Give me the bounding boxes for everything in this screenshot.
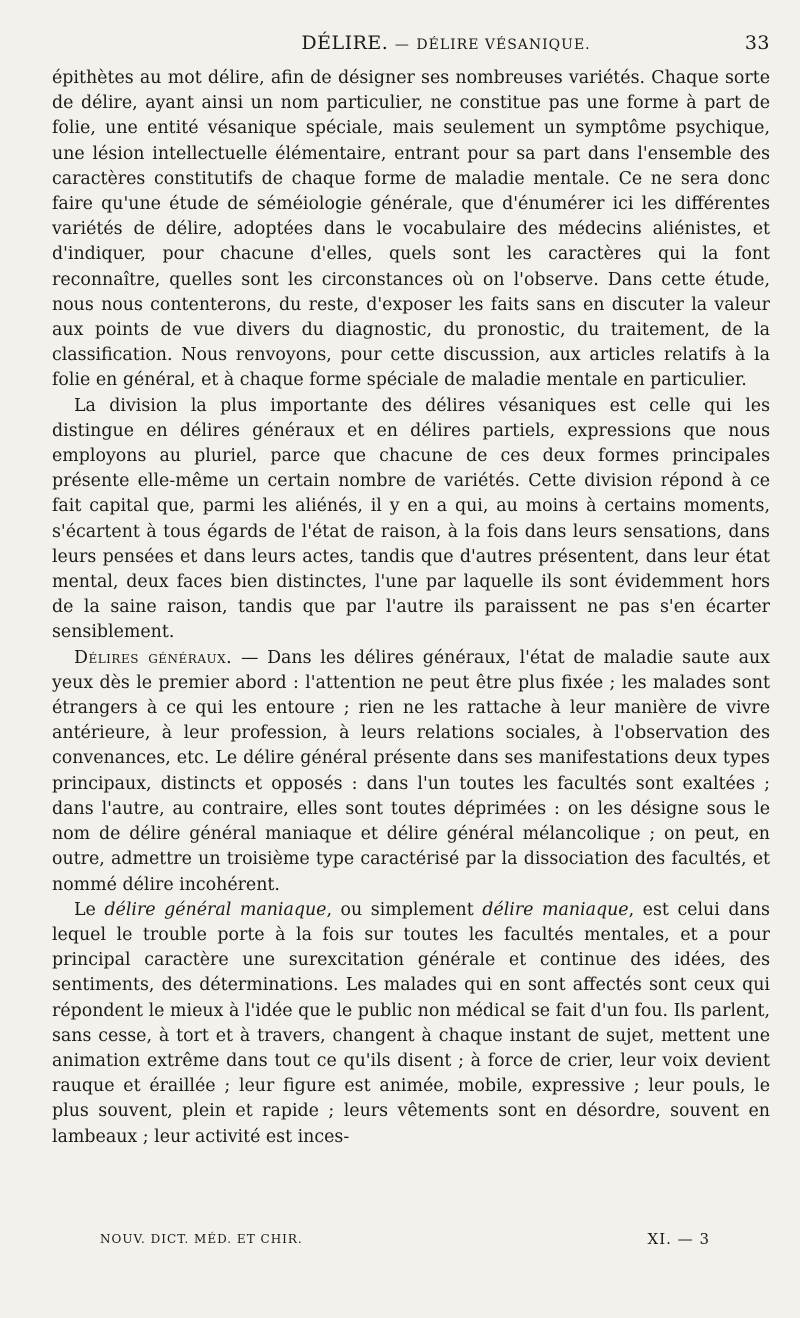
running-title-dash: — [394, 37, 410, 53]
running-header [52, 32, 770, 60]
term-delire-maniaque: délire maniaque [482, 899, 629, 920]
footer-source: NOUV. DICT. MÉD. ET CHIR. [100, 1232, 303, 1246]
running-title [52, 32, 770, 54]
paragraph-4-text-a: Le [74, 899, 105, 920]
page-footer [100, 1232, 710, 1246]
running-title-sub: DÉLIRE VÉSANIQUE. [416, 37, 591, 53]
page-number: 33 [744, 32, 770, 54]
term-delire-general-maniaque: délire général maniaque [104, 899, 327, 920]
paragraph-4-text-c: , est celui dans lequel le trouble porte à la fois sur toutes les facultés mentales, et a pour principal caractère une surexcitation générale et continue des idées, des sentiments, des déterminations. Les malades qui en sont affectés sont ceux qui répondent le mieux à l'idée que le public non médical se fait d'un fou. Ils parlent, sans cesse, à tort et à travers, changent à chaque instant de sujet, mettent une animation extrême dans tout ce qu'ils disent ; à force de crier, leur voix devient rauque et éraillée ; leur figure est animée, mobile, expressive ; leur pouls, le plus souvent, plein et rapide ; leurs vêtements sont en désordre, souvent en lambeaux ; leur activité est inces- [52, 899, 770, 1147]
footer-signature: XI. — 3 [647, 1230, 710, 1248]
paragraph-1: épithètes au mot délire, afin de désigner ses nombreuses variétés. Chaque sorte de délire, ayant ainsi un nom particulier, ne constitue pas une forme à part de folie, une entité vésanique spéciale, mais seulement un symptôme psychique, une lésion intellectuelle élémentaire, entrant pour sa part dans l'ensemble des caractères constitutifs de chaque forme de maladie mentale. Ce ne sera donc faire qu'une étude de séméiologie générale, que d'énumérer ici les différentes variétés de délire, adoptées dans le vocabulaire des médecins aliénistes, et d'indiquer, pour chacune d'elles, quels sont les caractères qui la font reconnaître, quelles sont les circonstances où on l'observe. Dans cette étude, nous nous contenterons, du reste, d'exposer les faits sans en discuter la valeur aux points de vue divers du diagnostic, du pronostic, du traitement, de la classification. Nous renvoyons, pour cette discussion, aux articles relatifs à la folie en général, et à chaque forme spéciale de maladie mentale en particulier. [52, 68, 770, 391]
paragraph-3-text: — Dans les délires généraux, l'état de maladie saute aux yeux dès le premier abord : l'attention ne peut être plus fixée ; les malades sont étrangers à ce qui les entoure ; rien ne les rattache à leur manière de vivre antérieure, à leur profession, à leurs relations sociales, à l'observation des convenances, etc. Le délire général présente dans ses manifestations deux types principaux, distincts et opposés : dans l'un toutes les facultés sont exaltées ; dans l'autre, au contraire, elles sont toutes déprimées : on les désigne sous le nom de délire général maniaque et délire général mélancolique ; on peut, en outre, admettre un troisième type caractérisé par la dissociation des facultés, et nommé délire incohérent. [52, 647, 770, 895]
section-heading-delires-generaux: Délires généraux. [74, 647, 233, 668]
paragraph-4 [52, 898, 770, 1150]
running-title-main: DÉLIRE. [301, 32, 389, 54]
paragraph-2: La division la plus importante des délires vésaniques est celle qui les distingue en délires généraux et en délires partiels, expressions que nous employons au pluriel, parce que chacune de ces deux formes principales présente elle-même un certain nombre de variétés. Cette division répond à ce fait capital que, parmi les aliénés, il y en a qui, au moins à certains moments, s'écartent à tous égards de l'état de raison, à la fois dans leurs sensations, dans leurs pensées et dans leurs actes, tandis que d'autres présentent, dans leur état mental, deux faces bien distinctes, l'une par laquelle ils sont évidemment hors de la saine raison, tandis que par l'autre ils paraissent ne pas s'en écarter sensiblement. [52, 395, 770, 643]
body-text [52, 66, 770, 1150]
paragraph-4-text-b: , ou simplement [326, 899, 483, 920]
paragraph-3 [52, 646, 770, 898]
